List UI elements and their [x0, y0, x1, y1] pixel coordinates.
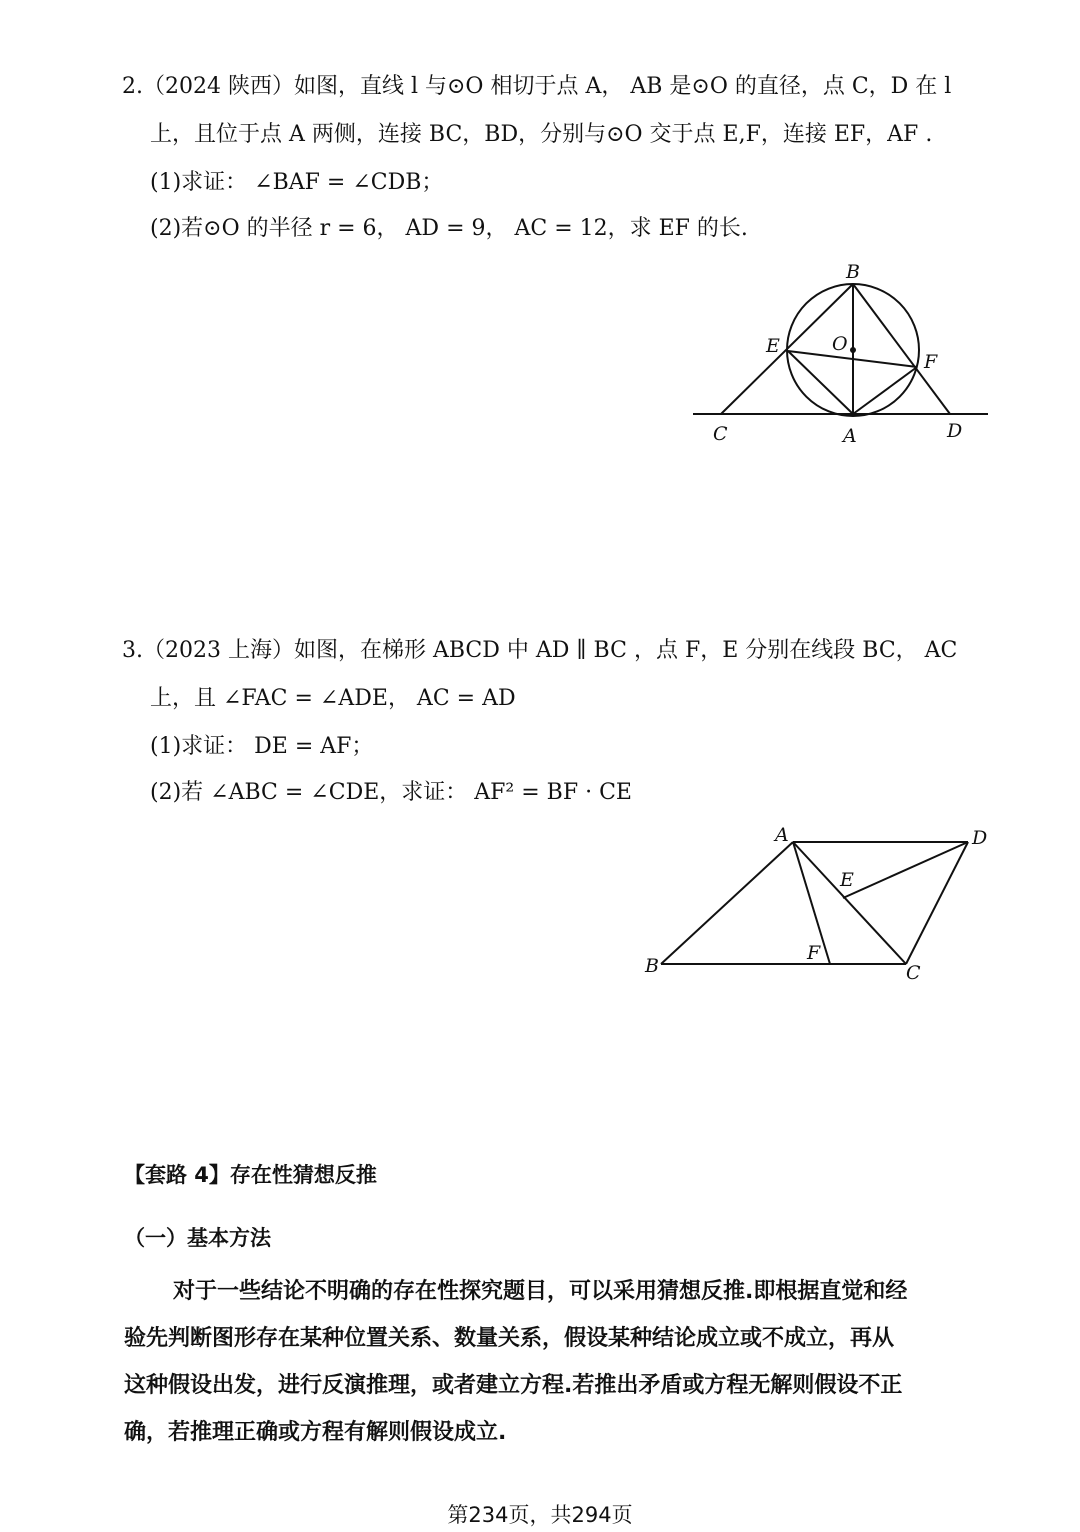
label-f: F	[924, 351, 938, 373]
label-f: F	[807, 942, 821, 964]
label-d: D	[972, 827, 988, 849]
label-a: A	[775, 824, 789, 846]
label-b: B	[846, 261, 860, 283]
problem2-part1: (1)求证： ∠BAF = ∠CDB；	[150, 170, 444, 195]
label-e: E	[840, 869, 854, 891]
problem2-part2: (2)若⊙O 的半径 r = 6， AD = 9， AC = 12，求 EF 的长.	[150, 216, 748, 241]
paragraph-line: 确，若推理正确或方程有解则假设成立.	[124, 1420, 507, 1445]
problem3-part1: (1)求证： DE = AF；	[150, 734, 374, 759]
problem3-line1: 3.（2023 上海）如图，在梯形 ABCD 中 AD ∥ BC ，点 F，E 分别在线段 BC， AC	[122, 638, 958, 663]
label-c: C	[713, 423, 728, 445]
label-d: D	[947, 420, 963, 442]
label-b: B	[645, 955, 659, 977]
label-c: C	[906, 962, 921, 984]
problem2-line2: 上，且位于点 A 两侧，连接 BC，BD，分别与⊙O 交于点 E,F，连接 EF，AF .	[150, 122, 933, 147]
paragraph-line: 这种假设出发，进行反演推理，或者建立方程.若推出矛盾或方程无解则假设不正	[124, 1373, 903, 1398]
problem3-line2: 上，且 ∠FAC = ∠ADE， AC = AD	[150, 686, 516, 711]
paragraph-line: 验先判断图形存在某种位置关系、数量关系，假设某种结论成立或不成立，再从	[124, 1326, 895, 1351]
segment-cd	[906, 842, 968, 964]
segment-de	[843, 842, 968, 898]
problem3-figure	[640, 820, 1000, 990]
segment-ae	[788, 351, 853, 414]
section-subtitle: （一）基本方法	[124, 1226, 271, 1250]
problem2-figure	[680, 255, 1000, 455]
label-e: E	[766, 335, 780, 357]
page-number: 第234页，共294页	[447, 1503, 633, 1527]
paragraph-line: 对于一些结论不明确的存在性探究题目，可以采用猜想反推.即根据直觉和经	[173, 1279, 908, 1304]
problem3-part2: (2)若 ∠ABC = ∠CDE，求证： AF² = BF · CE	[150, 780, 632, 805]
problem2-line1: 2.（2024 陕西）如图，直线 l 与⊙O 相切于点 A， AB 是⊙O 的直径，点 C，D 在 l	[122, 74, 952, 99]
section-title: 【套路 4】存在性猜想反推	[124, 1163, 377, 1187]
label-a: A	[843, 425, 857, 447]
center-point-o	[850, 347, 856, 353]
segment-ab	[661, 842, 793, 964]
label-o: O	[832, 333, 848, 355]
